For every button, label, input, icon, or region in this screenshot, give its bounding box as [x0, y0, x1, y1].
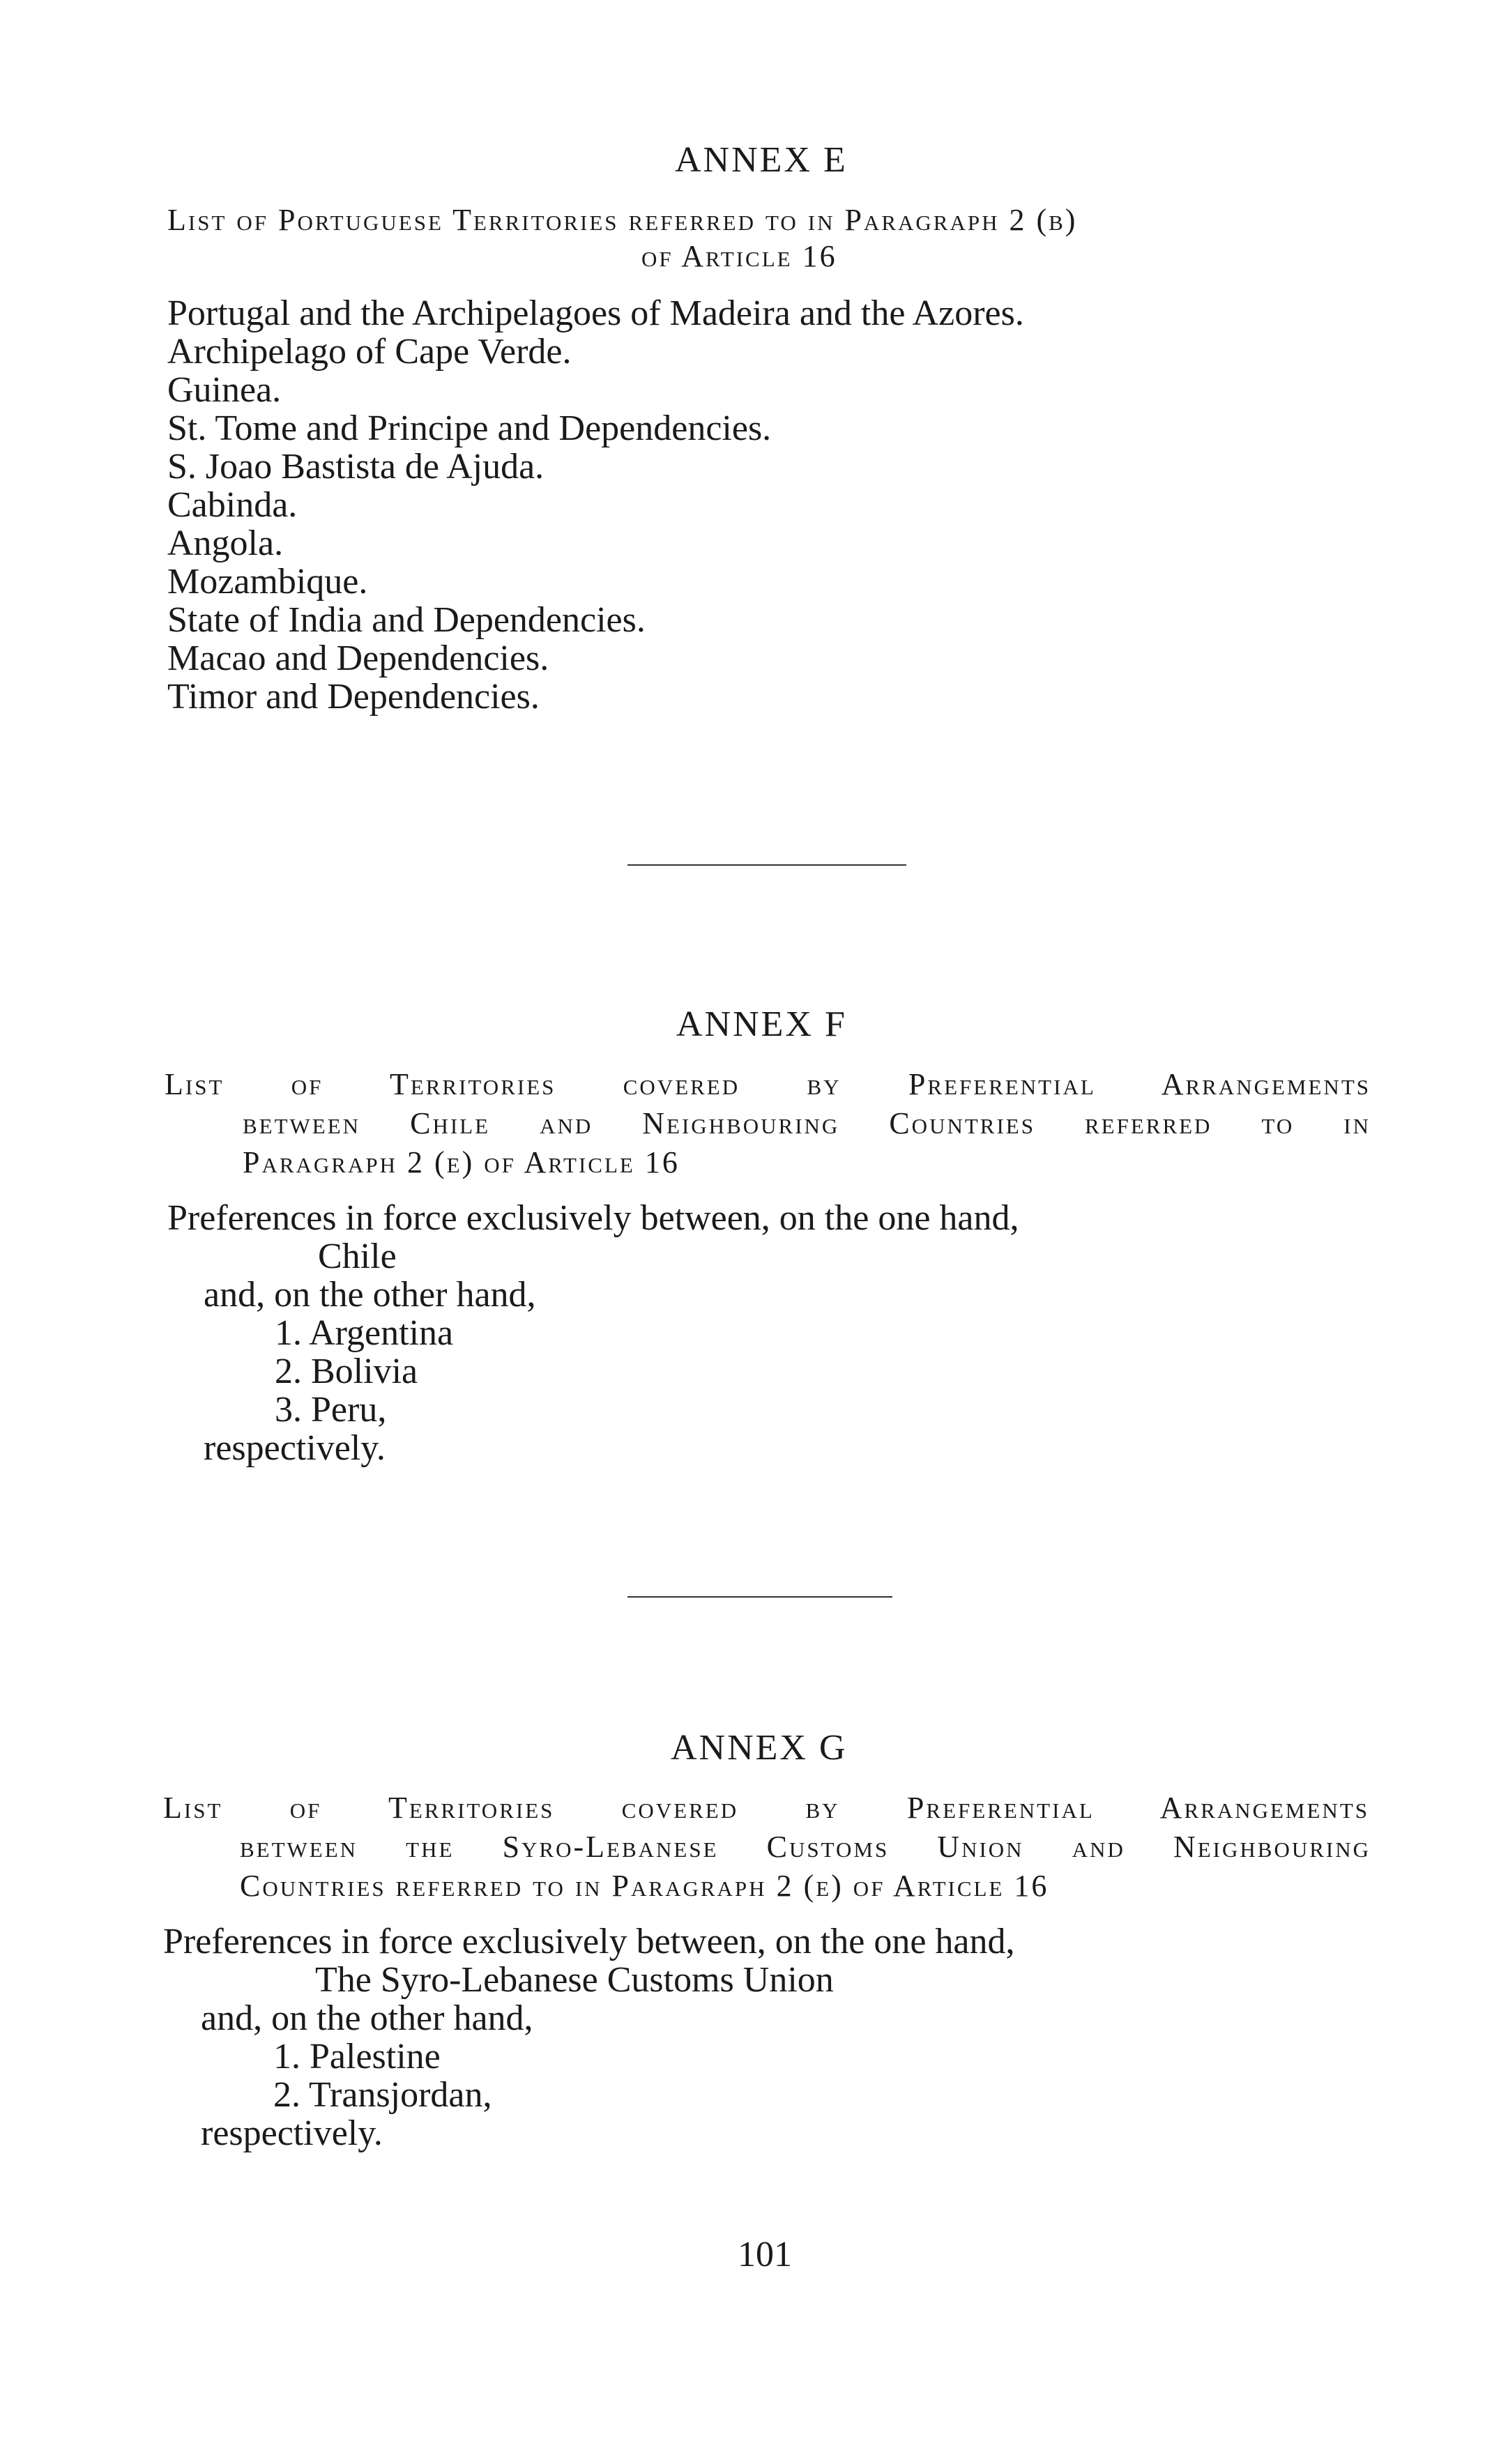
annex-g-party: The Syro-Lebanese Customs Union: [315, 1960, 834, 2000]
annex-g-other-hand: and, on the other hand,: [201, 1998, 533, 2038]
list-item: Portugal and the Archipelagoes of Madeira and the Azores.: [167, 293, 1024, 333]
annex-e-heading-line-2: of Article 16: [641, 239, 837, 273]
list-item: Guinea.: [167, 370, 282, 410]
list-item: Angola.: [167, 523, 284, 563]
annex-g-intro: Preferences in force exclusively between, on the one hand,: [163, 1922, 1015, 1961]
list-item: 1. Argentina: [275, 1313, 454, 1353]
list-item: 1. Palestine: [273, 2037, 441, 2076]
annex-g-heading-line-2: between the Syro-Lebanese Customs Union and Neighbouring: [240, 1830, 1371, 1864]
list-item: Cabinda.: [167, 485, 298, 525]
section-divider: [627, 1596, 892, 1598]
list-item: Macao and Dependencies.: [167, 638, 549, 678]
list-item: 2. Transjordan,: [273, 2075, 492, 2115]
annex-g-heading-line-3: Countries referred to in Paragraph 2 (e) of Article 16: [240, 1869, 1049, 1903]
annex-e-heading-line-1: List of Portuguese Territories referred to in Paragraph 2 (b): [167, 203, 1078, 237]
annex-f-intro: Preferences in force exclusively between, on the one hand,: [167, 1198, 1019, 1238]
annex-f-closing: respectively.: [204, 1428, 386, 1468]
list-item: St. Tome and Principe and Dependencies.: [167, 408, 772, 448]
annex-e-title: ANNEX E: [675, 140, 848, 180]
annex-f-heading-line-3: Paragraph 2 (e) of Article 16: [243, 1145, 680, 1179]
list-item: Archipelago of Cape Verde.: [167, 332, 572, 372]
annex-f-heading-line-1: List of Territories covered by Preferential Arrangements: [165, 1067, 1371, 1101]
annex-f-title: ANNEX F: [676, 1004, 847, 1044]
page-number: 101: [738, 2235, 792, 2274]
annex-g-heading-line-1: List of Territories covered by Preferential Arrangements: [163, 1791, 1369, 1825]
list-item: S. Joao Bastista de Ajuda.: [167, 447, 544, 487]
list-item: 3. Peru,: [275, 1390, 387, 1430]
list-item: Timor and Dependencies.: [167, 677, 540, 717]
annex-f-party: Chile: [318, 1237, 397, 1276]
list-item: State of India and Dependencies.: [167, 600, 646, 640]
annex-f-heading-line-2: between Chile and Neighbouring Countries referred to in: [243, 1106, 1371, 1140]
list-item: Mozambique.: [167, 562, 368, 602]
annex-g-closing: respectively.: [201, 2113, 383, 2153]
section-divider: [627, 864, 906, 866]
list-item: 2. Bolivia: [275, 1352, 418, 1391]
annex-g-title: ANNEX G: [671, 1728, 848, 1768]
annex-f-other-hand: and, on the other hand,: [204, 1275, 536, 1315]
